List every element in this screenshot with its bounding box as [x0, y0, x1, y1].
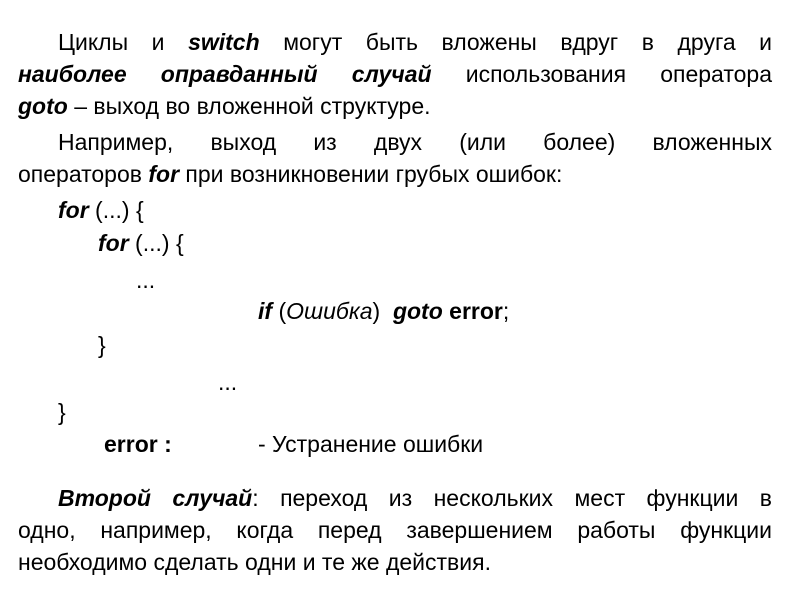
intro-line-3: [18, 90, 772, 122]
intro-line-1: [18, 26, 772, 58]
code-text: (...) {: [88, 197, 144, 223]
example-line-1: Например, выход из двух (или более) вложенных: [58, 129, 772, 155]
code-label-comment: - Устранение ошибки: [258, 431, 484, 457]
code-text: (: [272, 298, 287, 324]
paragraph-second-case: [18, 482, 772, 578]
example-text: операторов: [18, 161, 149, 187]
keyword-for: for: [58, 197, 89, 223]
code-text: (...) {: [128, 230, 184, 256]
emphasis-second-case: Второй случай: [58, 485, 253, 511]
keyword-if: if: [258, 298, 273, 324]
intro-text: – выход во вложенной структуре.: [67, 93, 431, 119]
keyword-for: for: [148, 161, 180, 187]
code-text: ;: [502, 298, 510, 324]
second-case-line-2: одно, например, когда перед завершением работы функции: [18, 517, 772, 543]
emphasis-best-case: наиболее оправданный случай: [18, 61, 432, 87]
code-text: ): [372, 298, 393, 324]
second-case-line-3: необходимо сделать одни и те же действия.: [18, 549, 491, 575]
code-ellipsis-1: ...: [136, 267, 156, 293]
intro-line-2: [18, 58, 772, 90]
keyword-goto: goto: [18, 93, 68, 119]
intro-text: Циклы и: [58, 29, 189, 55]
intro-text: использования оператора: [431, 61, 772, 87]
code-inner-for: [98, 229, 184, 257]
code-condition: Ошибка: [286, 298, 373, 324]
code-ellipsis-2: ...: [218, 369, 238, 395]
code-outer-close: }: [58, 399, 66, 425]
code-goto-label: error: [442, 298, 503, 324]
code-label-error: error :: [104, 431, 172, 457]
keyword-for: for: [98, 230, 129, 256]
example-line-2: [18, 158, 772, 190]
paragraph-example: [18, 126, 772, 190]
keyword-switch: switch: [188, 29, 260, 55]
keyword-goto: goto: [392, 298, 443, 324]
example-text: при возникновении грубых ошибок:: [179, 161, 563, 187]
code-if-goto: [258, 297, 509, 325]
intro-text: могут быть вложены вдруг в друга и: [259, 29, 773, 55]
code-outer-for: [58, 196, 144, 224]
second-case-line-1: [18, 482, 772, 514]
code-inner-close: }: [98, 332, 106, 358]
paragraph-intro: [18, 26, 772, 122]
second-case-text: : переход из нескольких мест функции в: [252, 485, 772, 511]
